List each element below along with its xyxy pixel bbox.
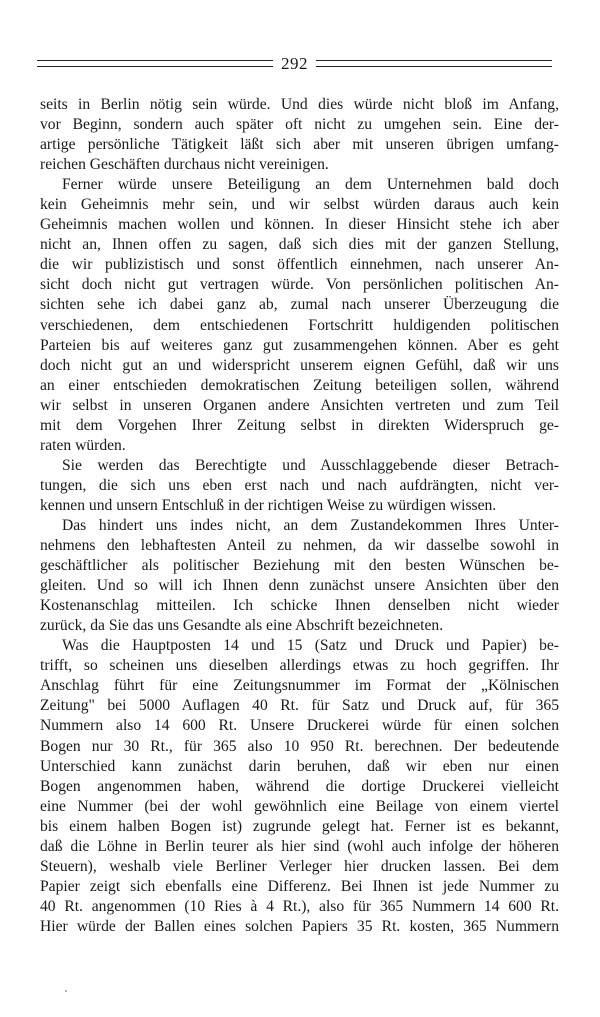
paragraph: Kostenanschlag mitteilen. Ich schicke Ihnen denselben nicht wieder — [40, 597, 559, 615]
paragraph: Bogen nur 30 Rt., für 365 also 10 950 Rt. berechnen. Der bedeutende — [40, 737, 559, 755]
paragraph: geschäftlicher als politischer Beziehung mit den besten Wünschen be- — [40, 557, 559, 575]
header-rule-right — [316, 60, 552, 67]
paragraph: raten würden. — [40, 436, 126, 454]
paragraph: Hier würde der Ballen eines solchen Papiers 35 Rt. kosten, 365 Nummern — [40, 917, 559, 935]
paragraph: trifft, so scheinen uns dieselben allerdings etwas zu hoch gegriffen. Ihr — [40, 657, 559, 675]
paragraph: artige persönliche Tätigkeit läßt sich aber mit unseren übrigen umfang- — [40, 136, 559, 154]
paragraph: Parteien bis auf weiteres ganz gut zusammengehen können. Aber es geht — [40, 336, 559, 354]
paragraph: sicht doch nicht gut vertragen würde. Von persönlichen politischen An- — [40, 276, 559, 294]
paragraph: zurück, da Sie das uns Gesandte als eine Abschrift bezeichneten. — [40, 617, 444, 635]
paragraph: Das hindert uns indes nicht, an dem Zustandekommen Ihres Unter- — [62, 516, 559, 534]
paragraph: mit dem Vorgehen Ihrer Zeitung selbst in direkten Widerspruch ge- — [40, 416, 559, 434]
paragraph: gleiten. Und so will ich Ihnen denn zunächst unsere Ansichten über den — [40, 577, 559, 595]
paragraph: 40 Rt. angenommen (10 Ries à 4 Rt.), also für 365 Nummern 14 600 Rt. — [40, 897, 559, 915]
paragraph: kennen und unsern Entschluß in der richtigen Weise zu würdigen wissen. — [40, 496, 497, 514]
paragraph: an einer entschieden demokratischen Zeitung beteiligen sollen, während — [40, 376, 559, 394]
header-rule-left — [37, 60, 273, 67]
paragraph: nicht an, Ihnen offen zu sagen, daß sich dies mit der ganzen Stellung, — [40, 236, 559, 254]
paragraph: die wir publizistisch und sonst öffentlich einnehmen, nach unserer An- — [40, 256, 559, 274]
page-speck — [65, 990, 67, 992]
paragraph: nehmens den lebhaftesten Anteil zu nehmen, da wir dasselbe sowohl in — [40, 537, 559, 555]
paragraph: eine Nummer (bei der wohl gewöhnlich eine Beilage von einem viertel — [40, 797, 559, 815]
paragraph: Unterschied kann zunächst darin beruhen, daß wir eben nur einen — [40, 757, 559, 775]
paragraph: daß die Löhne in Berlin teurer als hier sind (wohl auch infolge der höheren — [40, 837, 559, 855]
paragraph: doch nicht gut an und widerspricht unserem eignen Gefühl, daß wir uns — [40, 356, 559, 374]
paragraph: seits in Berlin nötig sein würde. Und dies würde nicht bloß im Anfang, — [40, 96, 559, 113]
body-text — [40, 95, 559, 937]
paragraph: Sie werden das Berechtigte und Ausschlaggebende dieser Betrach- — [62, 456, 559, 474]
page-header — [37, 52, 552, 74]
paragraph: vor Beginn, sondern auch später oft nicht zu umgehen sein. Eine der- — [40, 116, 559, 134]
paragraph: Anschlag führt für eine Zeitungsnummer im Format der „Kölnischen — [40, 677, 559, 695]
paragraph: tungen, die sich uns eben erst nach und nach aufdrängten, nicht ver- — [40, 476, 559, 494]
paragraph: sichten sehe ich dabei ganz ab, zumal nach unserer Überzeugung die — [40, 296, 559, 314]
paragraph: Nummern also 14 600 Rt. Unsere Druckerei würde für einen solchen — [40, 717, 559, 735]
paragraph: reichen Geschäften durchaus nicht vereinigen. — [40, 156, 329, 174]
paragraph: Papier zeigt sich ebenfalls eine Differenz. Bei Ihnen ist jede Nummer zu — [40, 877, 559, 895]
paragraph: Ferner würde unsere Beteiligung an dem Unternehmen bald doch — [62, 176, 559, 194]
paragraph: bis einem halben Bogen ist) zugrunde gelegt hat. Ferner ist es bekannt, — [40, 817, 559, 835]
paragraph: kein Geheimnis mehr sein, und wir selbst würden daraus auch kein — [40, 196, 559, 214]
paragraph: Was die Hauptposten 14 und 15 (Satz und Druck und Papier) be- — [62, 637, 559, 655]
paragraph: Zeitung" bei 5000 Auflagen 40 Rt. für Satz und Druck auf, für 365 — [40, 697, 559, 715]
paragraph: wir selbst in unseren Organen andere Ansichten vertreten und zum Teil — [40, 396, 559, 414]
paragraph: Bogen angenommen haben, während die dortige Druckerei vielleicht — [40, 777, 559, 795]
paragraph: verschiedenen, dem entschiedenen Fortschritt huldigenden politischen — [40, 316, 559, 334]
paragraph: Geheimnis machen wollen und können. In dieser Hinsicht stehe ich aber — [40, 216, 559, 234]
paragraph: Steuern), weshalb viele Berliner Verleger hier drucken lassen. Bei dem — [40, 857, 559, 875]
page-number: 292 — [281, 53, 308, 73]
